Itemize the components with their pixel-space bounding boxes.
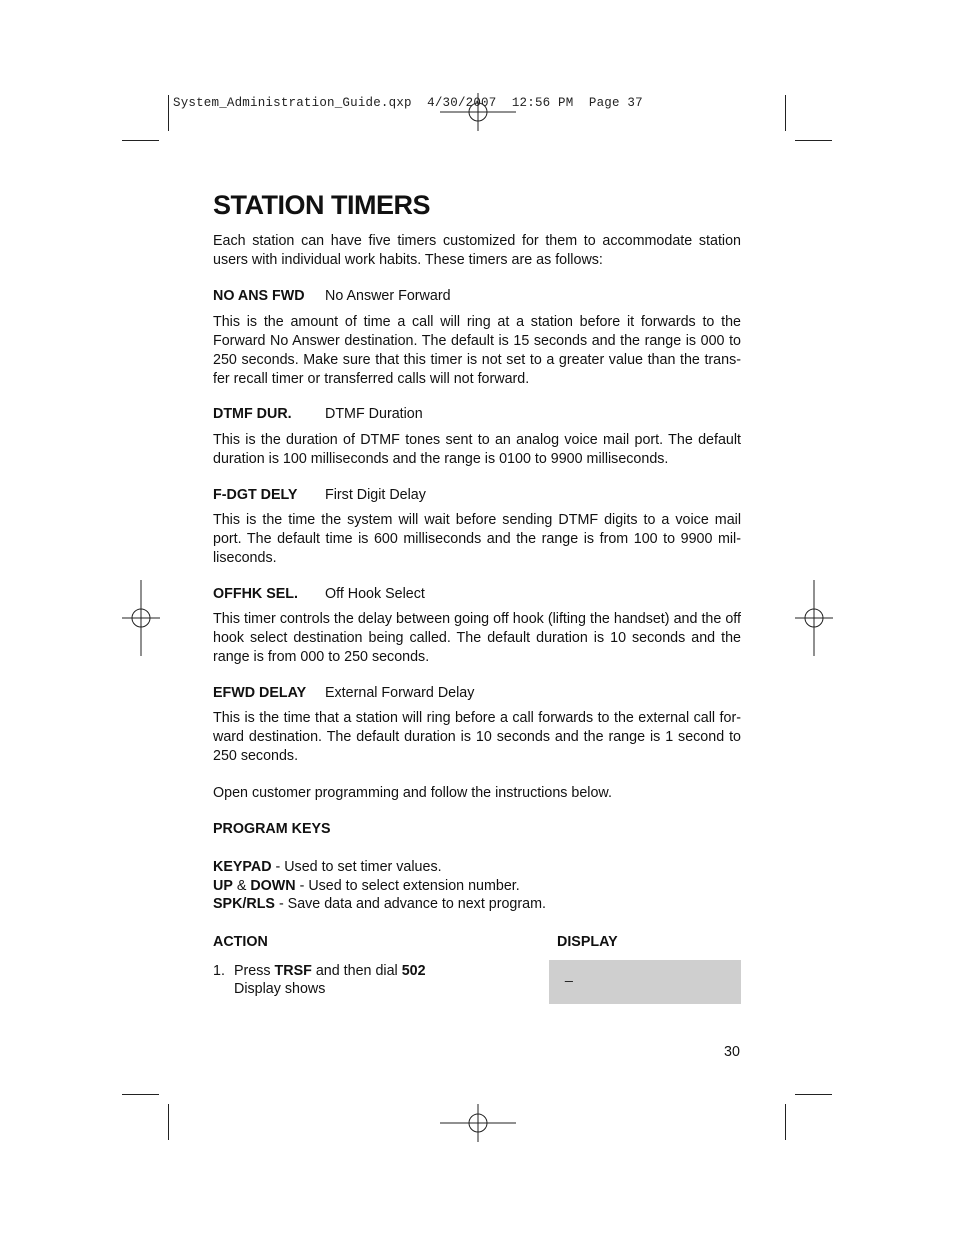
print-slug: System_Administration_Guide.qxp 4/30/2007 12:56 PM Page 37 <box>173 96 643 110</box>
registration-mark-icon <box>122 580 160 656</box>
action-heading: ACTION <box>213 934 268 950</box>
timer-code: DTMF DUR. <box>213 406 292 422</box>
key-amp: & <box>232 878 251 894</box>
timer-code: EFWD DELAY <box>213 685 307 701</box>
timer-description: This is the duration of DTMF tones sent to an analog voice mail port. The default duration is 100 milliseconds and the range is 0100 to 9900 milliseconds. <box>213 432 741 467</box>
timer-description: This is the amount of time a call will ring at a station before it forwards to the Forward No Answer destination. The default is 15 seconds and the range is 000 to 250 seconds. Make sure that this timer is not set to a greater value than the trans- fer recall timer or transferred calls will not forward. <box>213 314 741 387</box>
key-label: SPK/RLS <box>213 896 275 912</box>
step-number: 1. <box>213 963 225 979</box>
step-mid: and then dial <box>311 963 402 979</box>
display-heading: DISPLAY <box>557 934 618 950</box>
timer-name: DTMF Duration <box>325 406 423 422</box>
timer-name: Off Hook Select <box>325 586 425 602</box>
key-desc: - Used to select extension number. <box>295 878 520 894</box>
crop-mark <box>785 1104 786 1140</box>
timer-description: This timer controls the delay between going off hook (lifting the handset) and the off hook select destination being called. The default duration is 10 seconds and the range is from 000 to 250 seconds. <box>213 611 741 665</box>
keypad-line <box>213 859 442 875</box>
timer-name: First Digit Delay <box>325 487 426 503</box>
step-press: Press <box>234 963 275 979</box>
registration-mark-icon <box>440 1104 516 1142</box>
spkrls-line <box>213 896 546 912</box>
page-number: 30 <box>724 1044 740 1060</box>
crop-mark <box>168 1104 169 1140</box>
timer-name: No Answer Forward <box>325 288 451 304</box>
open-instruction: Open customer programming and follow the instructions below. <box>213 785 612 801</box>
key-desc: - Save data and advance to next program. <box>274 896 546 912</box>
timer-code: F-DGT DELY <box>213 487 298 503</box>
crop-mark <box>795 1094 832 1095</box>
key-label: DOWN <box>250 878 296 894</box>
registration-mark-icon <box>795 580 833 656</box>
timer-code: NO ANS FWD <box>213 288 305 304</box>
page-title: STATION TIMERS <box>213 190 430 220</box>
crop-mark <box>122 140 159 141</box>
key-label: KEYPAD <box>213 859 272 875</box>
crop-mark <box>795 140 832 141</box>
crop-mark <box>122 1094 159 1095</box>
timer-name: External Forward Delay <box>325 685 475 701</box>
step-text <box>234 963 426 979</box>
lcd-display <box>549 960 741 1004</box>
crop-mark <box>785 95 786 131</box>
intro-paragraph: Each station can have five timers customized for them to accommodate station users with individual work habits. These timers are as follows: <box>213 233 741 268</box>
crop-mark <box>168 95 169 131</box>
timer-description: This is the time that a station will ring before a call forwards to the external call for- ward destination. The default duration is 10 seconds and the range is 1 second to 250 seconds. <box>213 710 741 764</box>
timer-code: OFFHK SEL. <box>213 586 298 602</box>
timer-description: This is the time the system will wait before sending DTMF digits to a voice mail port. The default time is 600 milliseconds and the range is from 100 to 9900 mil- liseconds. <box>213 512 741 566</box>
display-cursor: _ <box>565 966 573 982</box>
step-line2: Display shows <box>234 981 326 997</box>
updown-line <box>213 878 520 894</box>
step-key: TRSF <box>274 963 312 979</box>
step-code: 502 <box>401 963 426 979</box>
program-keys-heading: PROGRAM KEYS <box>213 821 331 837</box>
key-desc: - Used to set timer values. <box>271 859 442 875</box>
key-label: UP <box>213 878 233 894</box>
